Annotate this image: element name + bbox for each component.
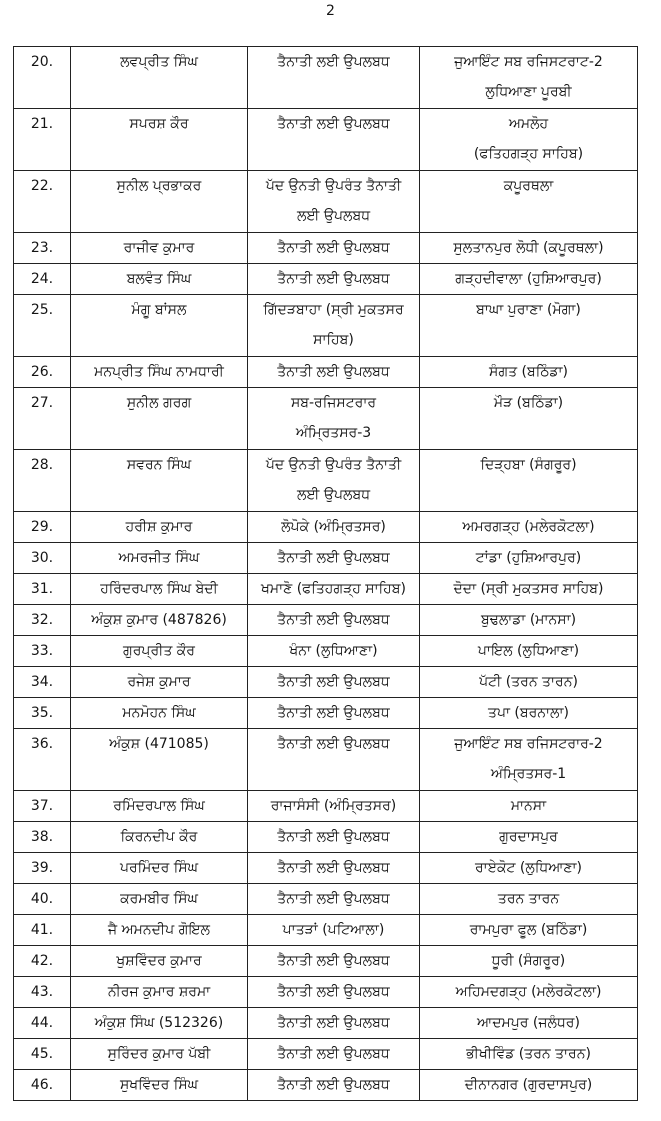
new-posting-line: ਮਾਨਸਾ — [510, 798, 547, 814]
current-posting-cell — [248, 1039, 420, 1070]
current-posting-cell — [248, 853, 420, 884]
new-posting-line: ਜੁਆਇੰਟ ਸਬ ਰਜਿਸਟਰਾਰ-2 — [454, 736, 603, 752]
serial-number-cell: 34. — [14, 667, 71, 698]
current-posting-cell — [248, 605, 420, 636]
table-row — [14, 1008, 638, 1039]
new-posting-line: ਗੁਰਦਾਸਪੁਰ — [499, 829, 558, 845]
current-posting-cell — [248, 233, 420, 264]
current-posting-line: ਪਾਤੜਾਂ (ਪਟਿਆਲਾ) — [282, 922, 385, 938]
current-posting-line: ਤੈਨਾਤੀ ਲਈ ਉਪਲਬਧ — [277, 54, 390, 70]
current-posting-cell — [248, 295, 420, 357]
current-posting-line: ਤੈਨਾਤੀ ਲਈ ਉਪਲਬਧ — [277, 550, 390, 566]
serial-number-cell: 26. — [14, 357, 71, 388]
table-row — [14, 171, 638, 233]
new-posting-line: ਦੀਨਾਨਗਰ (ਗੁਰਦਾਸਪੁਰ) — [464, 1077, 593, 1093]
officer-name-cell: ਸੁਖਵਿੰਦਰ ਸਿੰਘ — [71, 1070, 248, 1101]
table-row — [14, 729, 638, 791]
new-posting-cell — [420, 791, 638, 822]
new-posting-line: ਮੌੜ (ਬਠਿੰਡਾ) — [493, 395, 564, 411]
table-row — [14, 605, 638, 636]
current-posting-line: ਤੈਨਾਤੀ ਲਈ ਉਪਲਬਧ — [277, 953, 390, 969]
current-posting-line: ਤੈਨਾਤੀ ਲਈ ਉਪਲਬਧ — [277, 984, 390, 1000]
new-posting-cell — [420, 450, 638, 512]
officer-name-cell: ਸੁਨੀਲ ਪ੍ਰਭਾਕਰ — [71, 171, 248, 233]
current-posting-line: ਲੋਪੋਕੇ (ਅੰਮ੍ਰਿਤਸਰ) — [281, 519, 386, 535]
new-posting-cell — [420, 946, 638, 977]
current-posting-line: ਸਾਹਿਬ) — [313, 332, 354, 348]
table-row — [14, 853, 638, 884]
new-posting-cell — [420, 667, 638, 698]
current-posting-cell — [248, 450, 420, 512]
serial-number-cell: 42. — [14, 946, 71, 977]
table-row — [14, 667, 638, 698]
current-posting-line: ਰਾਜਾਸੰਸੀ (ਅੰਮ੍ਰਿਤਸਰ) — [270, 798, 397, 814]
current-posting-line: ਪੱਦ ਉਨਤੀ ਉਪਰੰਤ ਤੈਨਾਤੀ — [265, 178, 402, 194]
new-posting-line: ਤਰਨ ਤਾਰਨ — [497, 891, 560, 907]
new-posting-line: (ਫਤਿਹਗੜ੍ਹ ਸਾਹਿਬ) — [473, 146, 584, 162]
serial-number-cell: 27. — [14, 388, 71, 450]
current-posting-line: ਤੈਨਾਤੀ ਲਈ ਉਪਲਬਧ — [277, 674, 390, 690]
current-posting-line: ਤੈਨਾਤੀ ਲਈ ਉਪਲਬਧ — [277, 829, 390, 845]
current-posting-line: ਅੰਮ੍ਰਿਤਸਰ-3 — [295, 425, 372, 441]
table-row — [14, 574, 638, 605]
table-row — [14, 543, 638, 574]
table-row — [14, 357, 638, 388]
current-posting-cell — [248, 109, 420, 171]
new-posting-cell — [420, 698, 638, 729]
officer-name-cell: ਸੁਰਿੰਦਰ ਕੁਮਾਰ ਪੱਬੀ — [71, 1039, 248, 1070]
officer-name-cell: ਮਨਮੋਹਨ ਸਿੰਘ — [71, 698, 248, 729]
serial-number-cell: 30. — [14, 543, 71, 574]
serial-number-cell: 44. — [14, 1008, 71, 1039]
new-posting-line: ਧੂਰੀ (ਸੰਗਰੂਰ) — [491, 953, 566, 969]
serial-number-cell: 36. — [14, 729, 71, 791]
new-posting-cell — [420, 233, 638, 264]
officer-name-cell: ਰਾਜੀਵ ਕੁਮਾਰ — [71, 233, 248, 264]
new-posting-cell — [420, 729, 638, 791]
serial-number-cell: 29. — [14, 512, 71, 543]
new-posting-line: ਤਪਾ (ਬਰਨਾਲਾ) — [487, 705, 569, 721]
officer-name-cell: ਰਮਿੰਦਰਪਾਲ ਸਿੰਘ — [71, 791, 248, 822]
new-posting-cell — [420, 1039, 638, 1070]
new-posting-line: ਬੁਢਲਾਡਾ (ਮਾਨਸਾ) — [480, 612, 577, 628]
new-posting-line: ਟਾਂਡਾ (ਹੁਸ਼ਿਆਰਪੁਰ) — [475, 550, 582, 566]
new-posting-line: ਕਪੂਰਥਲਾ — [503, 178, 554, 194]
serial-number-cell: 41. — [14, 915, 71, 946]
current-posting-cell — [248, 698, 420, 729]
new-posting-cell — [420, 1070, 638, 1101]
new-posting-cell — [420, 822, 638, 853]
serial-number-cell: 28. — [14, 450, 71, 512]
new-posting-cell — [420, 388, 638, 450]
table-row — [14, 109, 638, 171]
new-posting-line: ਅੰਮ੍ਰਿਤਸਰ-1 — [490, 766, 567, 782]
new-posting-cell — [420, 264, 638, 295]
officer-name-cell: ਮਨਪ੍ਰੀਤ ਸਿੰਘ ਨਾਮਧਾਰੀ — [71, 357, 248, 388]
officer-name-cell: ਕਰਮਬੀਰ ਸਿੰਘ — [71, 884, 248, 915]
new-posting-line: ਲੁਧਿਆਣਾ ਪੂਰਬੀ — [485, 84, 572, 100]
serial-number-cell: 35. — [14, 698, 71, 729]
serial-number-cell: 39. — [14, 853, 71, 884]
officer-name-cell: ਅਮਰਜੀਤ ਸਿੰਘ — [71, 543, 248, 574]
new-posting-line: ਅਮਰਗੜ੍ਹ (ਮਲੇਰਕੋਟਲਾ) — [462, 519, 595, 535]
serial-number-cell: 46. — [14, 1070, 71, 1101]
officer-name-cell: ਜੈ ਅਮਨਦੀਪ ਗੋਇਲ — [71, 915, 248, 946]
new-posting-line: ਪਾਇਲ (ਲੁਧਿਆਣਾ) — [477, 643, 580, 659]
current-posting-line: ਤੈਨਾਤੀ ਲਈ ਉਪਲਬਧ — [277, 116, 390, 132]
current-posting-cell — [248, 357, 420, 388]
serial-number-cell: 23. — [14, 233, 71, 264]
current-posting-line: ਤੈਨਾਤੀ ਲਈ ਉਪਲਬਧ — [277, 364, 390, 380]
new-posting-cell — [420, 853, 638, 884]
current-posting-cell — [248, 47, 420, 109]
new-posting-cell — [420, 543, 638, 574]
new-posting-cell — [420, 357, 638, 388]
serial-number-cell: 45. — [14, 1039, 71, 1070]
current-posting-line: ਸਬ-ਰਜਿਸਟਰਾਰ — [290, 395, 377, 411]
current-posting-cell — [248, 1008, 420, 1039]
officer-name-cell: ਨੀਰਜ ਕੁਮਾਰ ਸ਼ਰਮਾ — [71, 977, 248, 1008]
new-posting-line: ਜੁਆਇੰਟ ਸਬ ਰਜਿਸਟਰਾਟ-2 — [454, 54, 603, 70]
current-posting-cell — [248, 977, 420, 1008]
current-posting-cell — [248, 388, 420, 450]
table-row — [14, 884, 638, 915]
officer-name-cell: ਸਵਰਨ ਸਿੰਘ — [71, 450, 248, 512]
new-posting-line: ਭੀਖੀਵਿੰਡ (ਤਰਨ ਤਾਰਨ) — [466, 1046, 591, 1062]
current-posting-line: ਤੈਨਾਤੀ ਲਈ ਉਪਲਬਧ — [277, 271, 390, 287]
new-posting-line: ਸੰਗਤ (ਬਠਿੰਡਾ) — [489, 364, 568, 380]
current-posting-line: ਤੈਨਾਤੀ ਲਈ ਉਪਲਬਧ — [277, 891, 390, 907]
new-posting-line: ਬਾਘਾ ਪੁਰਾਣਾ (ਮੋਗਾ) — [476, 302, 581, 318]
officer-name-cell: ਗੁਰਪ੍ਰੀਤ ਕੌਰ — [71, 636, 248, 667]
current-posting-cell — [248, 636, 420, 667]
new-posting-cell — [420, 605, 638, 636]
table-row — [14, 233, 638, 264]
current-posting-line: ਲਈ ਉਪਲਬਧ — [296, 208, 371, 224]
current-posting-cell — [248, 915, 420, 946]
serial-number-cell: 31. — [14, 574, 71, 605]
officer-name-cell: ਲਵਪ੍ਰੀਤ ਸਿੰਘ — [71, 47, 248, 109]
current-posting-cell — [248, 1070, 420, 1101]
new-posting-line: ਗੜ੍ਹਦੀਵਾਲਾ (ਹੁਸ਼ਿਆਰਪੁਰ) — [455, 271, 602, 287]
new-posting-line: ਰਾਏਕੋਟ (ਲੁਧਿਆਣਾ) — [474, 860, 583, 876]
serial-number-cell: 37. — [14, 791, 71, 822]
new-posting-cell — [420, 109, 638, 171]
current-posting-cell — [248, 822, 420, 853]
new-posting-cell — [420, 977, 638, 1008]
officer-name-cell: ਅੰਕੁਸ਼ ਕੁਮਾਰ (487826) — [71, 605, 248, 636]
serial-number-cell: 25. — [14, 295, 71, 357]
table-row — [14, 1070, 638, 1101]
new-posting-cell — [420, 636, 638, 667]
new-posting-line: ਦਿੜ੍ਹਬਾ (ਸੰਗਰੂਰ) — [480, 457, 577, 473]
officer-name-cell: ਹਰੀਸ਼ ਕੁਮਾਰ — [71, 512, 248, 543]
current-posting-line: ਤੈਨਾਤੀ ਲਈ ਉਪਲਬਧ — [277, 1015, 390, 1031]
new-posting-line: ਅਮਲੋਹ — [508, 116, 549, 132]
serial-number-cell: 21. — [14, 109, 71, 171]
table-row — [14, 1039, 638, 1070]
current-posting-cell — [248, 543, 420, 574]
table-row — [14, 388, 638, 450]
current-posting-line: ਖੰਨਾ (ਲੁਧਿਆਣਾ) — [289, 643, 378, 659]
current-posting-cell — [248, 667, 420, 698]
table-row — [14, 264, 638, 295]
new-posting-cell — [420, 884, 638, 915]
new-posting-cell — [420, 574, 638, 605]
current-posting-line: ਤੈਨਾਤੀ ਲਈ ਉਪਲਬਧ — [277, 860, 390, 876]
serial-number-cell: 24. — [14, 264, 71, 295]
current-posting-line: ਤੈਨਾਤੀ ਲਈ ਉਪਲਬਧ — [277, 736, 390, 752]
new-posting-cell — [420, 171, 638, 233]
current-posting-line: ਪੱਦ ਉਨਤੀ ਉਪਰੰਤ ਤੈਨਾਤੀ — [265, 457, 402, 473]
current-posting-cell — [248, 791, 420, 822]
new-posting-line: ਸੁਲਤਾਨਪੁਰ ਲੋਧੀ (ਕਪੂਰਥਲਾ) — [453, 240, 604, 256]
new-posting-line: ਦੋਦਾ (ਸ੍ਰੀ ਮੁਕਤਸਰ ਸਾਹਿਬ) — [453, 581, 604, 597]
current-posting-cell — [248, 729, 420, 791]
table-row — [14, 698, 638, 729]
current-posting-line: ਤੈਨਾਤੀ ਲਈ ਉਪਲਬਧ — [277, 1046, 390, 1062]
table-row — [14, 47, 638, 109]
table-row — [14, 977, 638, 1008]
officer-name-cell: ਬਲਵੰਤ ਸਿੰਘ — [71, 264, 248, 295]
current-posting-line: ਲਈ ਉਪਲਬਧ — [296, 487, 371, 503]
table-row — [14, 791, 638, 822]
current-posting-cell — [248, 884, 420, 915]
table-row — [14, 636, 638, 667]
officer-name-cell: ਰਜੇਸ਼ ਕੁਮਾਰ — [71, 667, 248, 698]
new-posting-cell — [420, 1008, 638, 1039]
current-posting-line: ਤੈਨਾਤੀ ਲਈ ਉਪਲਬਧ — [277, 612, 390, 628]
officer-name-cell: ਖੁਸ਼ਵਿੰਦਰ ਕੁਮਾਰ — [71, 946, 248, 977]
new-posting-cell — [420, 512, 638, 543]
new-posting-cell — [420, 915, 638, 946]
current-posting-line: ਤੈਨਾਤੀ ਲਈ ਉਪਲਬਧ — [277, 705, 390, 721]
current-posting-cell — [248, 574, 420, 605]
new-posting-line: ਰਾਮਪੁਰਾ ਫੂਲ (ਬਠਿੰਡਾ) — [469, 922, 588, 938]
table-row — [14, 295, 638, 357]
transfer-table — [13, 46, 638, 1101]
serial-number-cell: 22. — [14, 171, 71, 233]
officer-name-cell: ਪਰਮਿੰਦਰ ਸਿੰਘ — [71, 853, 248, 884]
new-posting-line: ਅਹਿਮਦਗੜ੍ਹ (ਮਲੇਰਕੋਟਲਾ) — [455, 984, 602, 1000]
serial-number-cell: 33. — [14, 636, 71, 667]
officer-name-cell: ਸਪਰਸ਼ ਕੌਰ — [71, 109, 248, 171]
current-posting-cell — [248, 264, 420, 295]
current-posting-cell — [248, 171, 420, 233]
new-posting-line: ਪੱਟੀ (ਤਰਨ ਤਾਰਨ) — [479, 674, 578, 690]
table-row — [14, 915, 638, 946]
new-posting-cell — [420, 295, 638, 357]
serial-number-cell: 40. — [14, 884, 71, 915]
serial-number-cell: 43. — [14, 977, 71, 1008]
current-posting-line: ਤੈਨਾਤੀ ਲਈ ਉਪਲਬਧ — [277, 240, 390, 256]
current-posting-cell — [248, 512, 420, 543]
current-posting-line: ਖਮਾਣੋ (ਫਤਿਹਗੜ੍ਹ ਸਾਹਿਬ) — [261, 581, 406, 597]
new-posting-line: ਆਦਮਪੁਰ (ਜਲੰਧਰ) — [477, 1015, 580, 1031]
serial-number-cell: 38. — [14, 822, 71, 853]
officer-name-cell: ਹਰਿੰਦਰਪਾਲ ਸਿੰਘ ਬੇਦੀ — [71, 574, 248, 605]
officer-name-cell: ਅੰਕੁਸ਼ (471085) — [71, 729, 248, 791]
serial-number-cell: 20. — [14, 47, 71, 109]
officer-name-cell: ਸੁਨੀਲ ਗਰਗ — [71, 388, 248, 450]
table-row — [14, 512, 638, 543]
table-row — [14, 946, 638, 977]
serial-number-cell: 32. — [14, 605, 71, 636]
current-posting-line: ਗਿੱਦੜਬਾਹਾ (ਸ੍ਰੀ ਮੁਕਤਸਰ — [263, 302, 404, 318]
page-number: 2 — [326, 3, 335, 19]
current-posting-line: ਤੈਨਾਤੀ ਲਈ ਉਪਲਬਧ — [277, 1077, 390, 1093]
table-row — [14, 450, 638, 512]
officer-name-cell: ਕਿਰਨਦੀਪ ਕੌਰ — [71, 822, 248, 853]
table-row — [14, 822, 638, 853]
new-posting-cell — [420, 47, 638, 109]
officer-name-cell: ਅੰਕੁਸ਼ ਸਿੰਘ (512326) — [71, 1008, 248, 1039]
table-body — [14, 47, 638, 1101]
officer-name-cell: ਮੰਗੂ ਬਾਂਸਲ — [71, 295, 248, 357]
current-posting-cell — [248, 946, 420, 977]
